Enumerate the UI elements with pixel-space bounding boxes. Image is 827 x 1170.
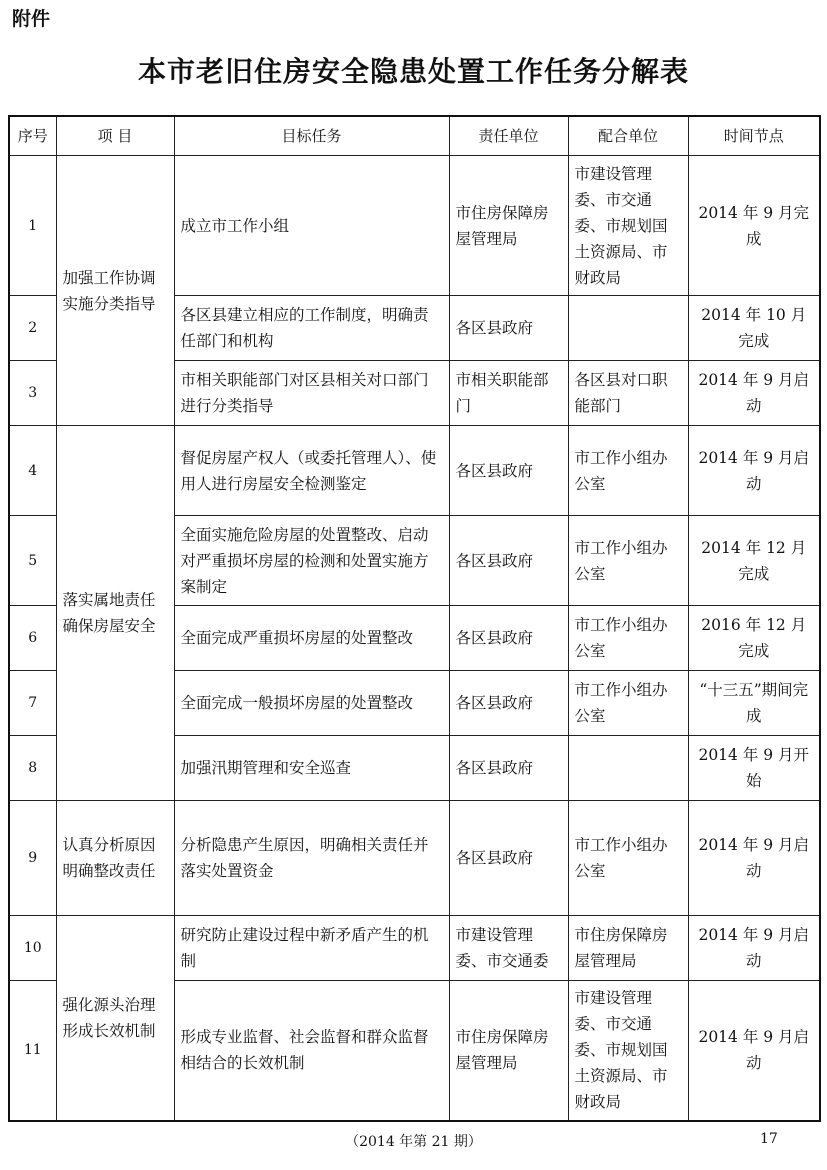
row-index: 2 — [9, 296, 56, 361]
responsible-cell: 各区县政府 — [449, 296, 568, 361]
cooperating-cell: 市住房保障房屋管理局 — [568, 916, 688, 981]
responsible-cell: 各区县政府 — [449, 736, 568, 801]
cooperating-cell — [568, 736, 688, 801]
responsible-cell: 市相关职能部门 — [449, 361, 568, 426]
row-index: 4 — [9, 426, 56, 516]
task-cell: 成立市工作小组 — [174, 156, 449, 296]
cooperating-cell: 市工作小组办公室 — [568, 671, 688, 736]
responsible-cell: 市建设管理委、市交通委 — [449, 916, 568, 981]
time-cell: 2014 年 12 月完成 — [688, 516, 820, 606]
header-responsible: 责任单位 — [449, 116, 568, 156]
project-cell: 落实属地责任确保房屋安全 — [56, 426, 174, 801]
cooperating-cell: 市工作小组办公室 — [568, 801, 688, 916]
responsible-cell: 市住房保障房屋管理局 — [449, 981, 568, 1121]
table-row — [9, 156, 820, 296]
time-cell: 2014 年 9 月启动 — [688, 801, 820, 916]
task-cell: 全面完成一般损坏房屋的处置整改 — [174, 671, 449, 736]
table-row — [9, 426, 820, 516]
time-cell: 2014 年 9 月启动 — [688, 361, 820, 426]
row-index: 1 — [9, 156, 56, 296]
task-cell: 加强汛期管理和安全巡查 — [174, 736, 449, 801]
task-cell: 全面实施危险房屋的处置整改、启动对严重损坏房屋的检测和处置实施方案制定 — [174, 516, 449, 606]
time-cell: 2016 年 12 月完成 — [688, 606, 820, 671]
cooperating-cell: 市建设管理委、市交通委、市规划国土资源局、市财政局 — [568, 156, 688, 296]
responsible-cell: 各区县政府 — [449, 426, 568, 516]
task-cell: 市相关职能部门对区县相关对口部门进行分类指导 — [174, 361, 449, 426]
header-cooperating: 配合单位 — [568, 116, 688, 156]
task-cell: 研究防止建设过程中新矛盾产生的机制 — [174, 916, 449, 981]
cooperating-cell: 市建设管理委、市交通委、市规划国土资源局、市财政局 — [568, 981, 688, 1121]
responsible-cell: 各区县政府 — [449, 516, 568, 606]
row-index: 11 — [9, 981, 56, 1121]
row-index: 3 — [9, 361, 56, 426]
row-index: 5 — [9, 516, 56, 606]
table-row — [9, 801, 820, 916]
row-index: 9 — [9, 801, 56, 916]
time-cell: 2014 年 9 月开始 — [688, 736, 820, 801]
project-cell: 加强工作协调实施分类指导 — [56, 156, 174, 426]
row-index: 7 — [9, 671, 56, 736]
row-index: 8 — [9, 736, 56, 801]
cooperating-cell — [568, 296, 688, 361]
task-table — [8, 115, 821, 1122]
cooperating-cell: 市工作小组办公室 — [568, 516, 688, 606]
row-index: 6 — [9, 606, 56, 671]
header-task: 目标任务 — [174, 116, 449, 156]
row-index: 10 — [9, 916, 56, 981]
cooperating-cell: 市工作小组办公室 — [568, 426, 688, 516]
task-cell: 形成专业监督、社会监督和群众监督相结合的长效机制 — [174, 981, 449, 1121]
task-cell: 全面完成严重损坏房屋的处置整改 — [174, 606, 449, 671]
project-cell: 认真分析原因明确整改责任 — [56, 801, 174, 916]
header-index: 序号 — [9, 116, 56, 156]
table-header-row — [9, 116, 820, 156]
task-cell: 各区县建立相应的工作制度，明确责任部门和机构 — [174, 296, 449, 361]
time-cell: 2014 年 10 月完成 — [688, 296, 820, 361]
responsible-cell: 各区县政府 — [449, 671, 568, 736]
time-cell: “十三五”期间完成 — [688, 671, 820, 736]
page-title: 本市老旧住房安全隐患处置工作任务分解表 — [137, 55, 689, 88]
responsible-cell: 市住房保障房屋管理局 — [449, 156, 568, 296]
time-cell: 2014 年 9 月启动 — [688, 916, 820, 981]
responsible-cell: 各区县政府 — [449, 801, 568, 916]
cooperating-cell: 市工作小组办公室 — [568, 606, 688, 671]
attachment-label: 附件 — [12, 8, 51, 30]
time-cell: 2014 年 9 月启动 — [688, 981, 820, 1121]
time-cell: 2014 年 9 月启动 — [688, 426, 820, 516]
time-cell: 2014 年 9 月完成 — [688, 156, 820, 296]
responsible-cell: 各区县政府 — [449, 606, 568, 671]
table-row — [9, 916, 820, 981]
header-time: 时间节点 — [688, 116, 820, 156]
task-cell: 分析隐患产生原因，明确相关责任并落实处置资金 — [174, 801, 449, 916]
cooperating-cell: 各区县对口职能部门 — [568, 361, 688, 426]
task-cell: 督促房屋产权人（或委托管理人）、使用人进行房屋安全检测鉴定 — [174, 426, 449, 516]
page-number: 17 — [760, 1131, 778, 1147]
issue-number: （2014 年第 21 期） — [345, 1134, 482, 1150]
header-project: 项 目 — [56, 116, 174, 156]
project-cell: 强化源头治理形成长效机制 — [56, 916, 174, 1121]
